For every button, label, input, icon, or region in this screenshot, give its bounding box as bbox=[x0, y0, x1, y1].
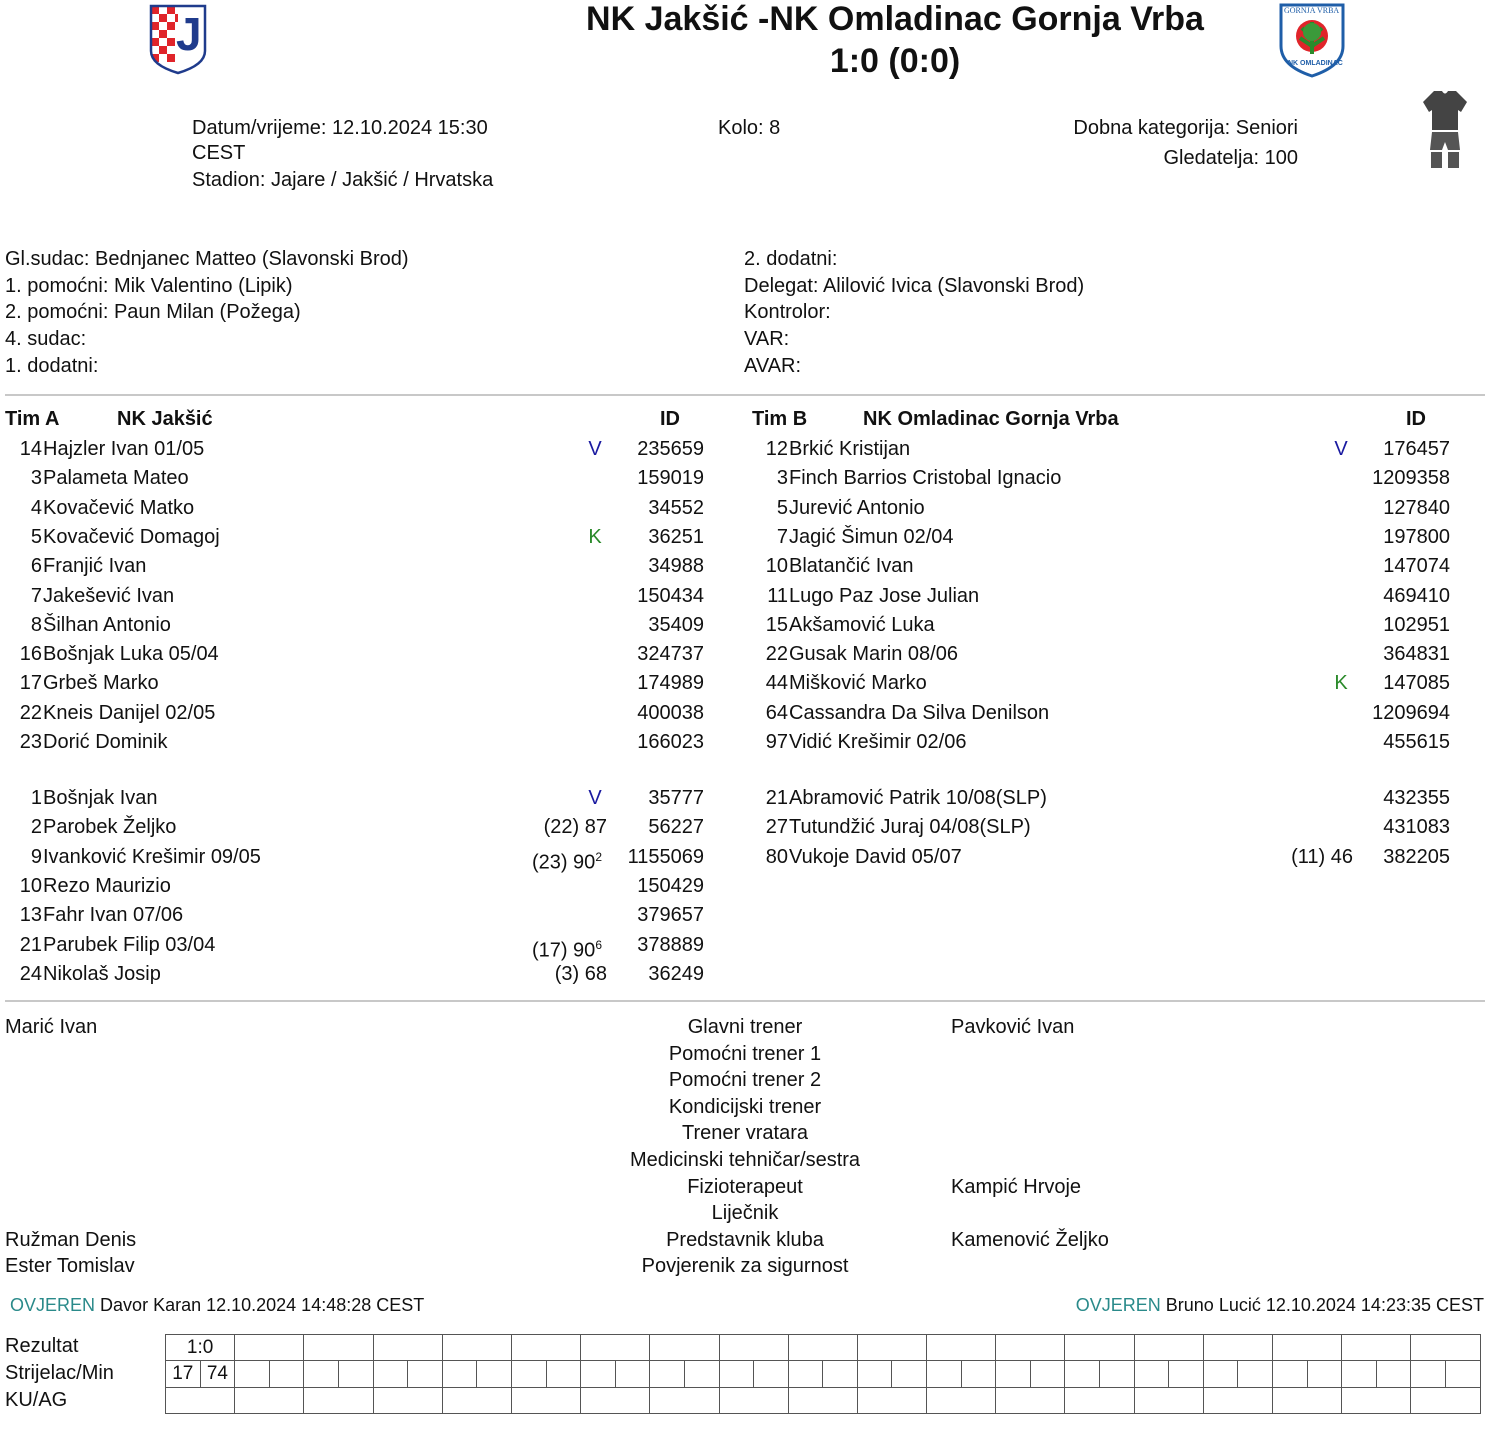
player-row bbox=[748, 843, 1488, 872]
scorer-cell bbox=[477, 1361, 512, 1388]
player-row bbox=[2, 699, 742, 728]
staff-role: Predstavnik kluba bbox=[666, 1228, 824, 1251]
ku-ag-cell bbox=[1134, 1388, 1203, 1414]
scorer-cell bbox=[235, 1361, 270, 1388]
player-row bbox=[2, 552, 742, 581]
result-cell bbox=[1411, 1335, 1480, 1361]
result-cell bbox=[1342, 1335, 1411, 1361]
match-title: NK Jakšić -NK Omladinac Gornja Vrba bbox=[586, 0, 1204, 38]
result-cell bbox=[235, 1335, 304, 1361]
player-row bbox=[2, 931, 742, 960]
scorer-cell bbox=[1273, 1361, 1308, 1388]
result-cell bbox=[927, 1335, 996, 1361]
player-name: Bošnjak Luka 05/04 bbox=[43, 643, 219, 666]
player-id: 174989 bbox=[637, 672, 704, 695]
player-number: 8 bbox=[30, 613, 42, 636]
player-id: 34552 bbox=[648, 496, 704, 519]
scorer-cell bbox=[719, 1361, 754, 1388]
team-b-name: NK Omladinac Gornja Vrba bbox=[863, 408, 1119, 430]
match-round: Kolo: 8 bbox=[718, 117, 781, 139]
player-name: Bošnjak Ivan bbox=[43, 787, 158, 809]
player-row bbox=[748, 523, 1488, 552]
player-name: Kovačević Domagoj bbox=[43, 525, 220, 548]
substitution-extra: 2 bbox=[595, 849, 602, 864]
player-name: Parobek Željko bbox=[43, 816, 177, 839]
player-name: Kneis Danijel 02/05 bbox=[43, 701, 216, 724]
divider bbox=[5, 1000, 1485, 1002]
player-name: Akšamović Luka bbox=[789, 613, 935, 636]
player-name: Jurević Antonio bbox=[789, 496, 925, 519]
result-cell bbox=[1065, 1335, 1134, 1361]
ku-ag-cell bbox=[1273, 1388, 1342, 1414]
player-name: Cassandra Da Silva Denilson bbox=[789, 701, 1050, 724]
scorer-cell bbox=[1307, 1361, 1342, 1388]
scorer-cell bbox=[1030, 1361, 1065, 1388]
scorer-cell bbox=[1065, 1361, 1100, 1388]
result-cell bbox=[1134, 1335, 1203, 1361]
player-number: 16 bbox=[19, 643, 42, 666]
player-name: Tutundžić Juraj 04/08(SLP) bbox=[789, 816, 1031, 839]
official-line: VAR: bbox=[744, 328, 790, 350]
ku-ag-cell bbox=[1342, 1388, 1411, 1414]
player-number: 64 bbox=[765, 701, 788, 724]
kit-icon bbox=[1420, 88, 1470, 170]
staff-team-b: Kamenović Željko bbox=[951, 1228, 1109, 1251]
goalkeeper-mark: V bbox=[588, 438, 602, 460]
scorer-cell bbox=[961, 1361, 996, 1388]
player-row bbox=[2, 611, 742, 640]
scorer-cell bbox=[1445, 1361, 1480, 1388]
player-number: 6 bbox=[30, 555, 42, 578]
player-id: 364831 bbox=[1383, 643, 1450, 666]
player-id: 36251 bbox=[648, 525, 704, 548]
away-logo-text-bottom: NK OMLADINAC bbox=[1288, 60, 1343, 67]
scorer-cell bbox=[269, 1361, 304, 1388]
team-a-label: Tim A bbox=[5, 408, 60, 430]
substitution-text: (17) 90 bbox=[531, 939, 596, 962]
match-datetime: Datum/vrijeme: 12.10.2024 15:30 bbox=[192, 117, 488, 139]
staff-role: Pomoćni trener 1 bbox=[668, 1042, 822, 1065]
player-id: 469410 bbox=[1383, 584, 1450, 607]
player-number: 22 bbox=[19, 701, 42, 724]
player-number: 44 bbox=[765, 672, 788, 695]
official-line: 1. pomoćni: Mik Valentino (Lipik) bbox=[5, 275, 293, 297]
player-number: 2 bbox=[30, 816, 42, 839]
player-row bbox=[748, 784, 1488, 813]
match-score: 1:0 (0:0) bbox=[829, 42, 961, 80]
substitution-text: (22) 87 bbox=[543, 816, 607, 839]
result-cell bbox=[996, 1335, 1065, 1361]
player-row bbox=[2, 784, 742, 813]
official-line: 2. dodatni: bbox=[744, 248, 838, 270]
player-name: Nikolaš Josip bbox=[43, 962, 161, 985]
player-row bbox=[748, 728, 1488, 757]
player-number: 9 bbox=[30, 845, 42, 868]
scorer-cell bbox=[650, 1361, 685, 1388]
player-name: Jakešević Ivan bbox=[43, 584, 175, 607]
player-id: 431083 bbox=[1383, 816, 1450, 839]
player-name: Mišković Marko bbox=[789, 672, 927, 695]
scorer-cell bbox=[1134, 1361, 1169, 1388]
player-name: Finch Barrios Cristobal Ignacio bbox=[789, 467, 1062, 490]
player-id: 455615 bbox=[1383, 731, 1450, 753]
official-line: 2. pomoćni: Paun Milan (Požega) bbox=[5, 301, 301, 323]
scorer-cell bbox=[1203, 1361, 1238, 1388]
player-row bbox=[748, 611, 1488, 640]
player-number: 97 bbox=[765, 731, 788, 753]
result-cell bbox=[1273, 1335, 1342, 1361]
result-cell bbox=[788, 1335, 857, 1361]
player-name: Gusak Marin 08/06 bbox=[789, 643, 958, 666]
player-name: Vukoje David 05/07 bbox=[789, 845, 962, 868]
substitution-info bbox=[472, 813, 607, 842]
player-name: Palameta Mateo bbox=[43, 467, 189, 490]
player-row bbox=[2, 843, 742, 872]
substitution-text: (3) 68 bbox=[554, 962, 607, 985]
scorer-cell bbox=[304, 1361, 339, 1388]
divider bbox=[5, 394, 1485, 396]
player-row bbox=[2, 523, 742, 552]
player-number: 27 bbox=[765, 816, 788, 839]
player-number: 22 bbox=[765, 643, 788, 666]
match-stadium: Stadion: Jajare / Jakšić / Hrvatska bbox=[192, 169, 494, 191]
result-cell bbox=[650, 1335, 719, 1361]
result-cell: 1:0 bbox=[166, 1335, 235, 1361]
goalkeeper-mark: V bbox=[1334, 438, 1348, 460]
ku-ag-cell bbox=[442, 1388, 511, 1414]
player-name: Parubek Filip 03/04 bbox=[43, 933, 216, 956]
ku-ag-cell bbox=[719, 1388, 788, 1414]
scorer-cell bbox=[788, 1361, 823, 1388]
player-row bbox=[2, 669, 742, 698]
captain-mark: K bbox=[588, 525, 602, 548]
ku-ag-label: KU/AG bbox=[5, 1389, 68, 1411]
player-id: 102951 bbox=[1383, 613, 1450, 636]
away-team-logo bbox=[1278, 2, 1346, 78]
player-row bbox=[2, 728, 742, 757]
player-row bbox=[2, 582, 742, 611]
player-id: 1209358 bbox=[1372, 467, 1450, 490]
player-id: 432355 bbox=[1383, 787, 1450, 809]
ku-ag-cell bbox=[927, 1388, 996, 1414]
player-id: 197800 bbox=[1383, 525, 1450, 548]
player-id: 150434 bbox=[637, 584, 704, 607]
official-line: 4. sudac: bbox=[5, 328, 87, 350]
substitution-text: (23) 90 bbox=[531, 851, 596, 874]
player-id: 1155069 bbox=[627, 845, 704, 868]
player-name: Blatančić Ivan bbox=[789, 555, 914, 578]
player-id: 382205 bbox=[1383, 845, 1450, 868]
goalkeeper-mark: V bbox=[588, 787, 602, 809]
away-logo-text-top: GORNJA VRBA bbox=[1284, 6, 1340, 15]
scorer-cell bbox=[338, 1361, 373, 1388]
scorer-cell bbox=[927, 1361, 962, 1388]
ku-ag-cell bbox=[1411, 1388, 1480, 1414]
ku-ag-cell bbox=[1065, 1388, 1134, 1414]
ku-ag-cell bbox=[373, 1388, 442, 1414]
result-cell bbox=[511, 1335, 580, 1361]
scorer-cell: 74 bbox=[200, 1361, 235, 1388]
player-number: 10 bbox=[19, 874, 42, 897]
team-a-name: NK Jakšić bbox=[117, 408, 213, 430]
player-name: Šilhan Antonio bbox=[43, 613, 171, 636]
ku-ag-cell bbox=[650, 1388, 719, 1414]
player-row bbox=[2, 464, 742, 493]
player-id: 147085 bbox=[1383, 672, 1450, 695]
result-cell bbox=[442, 1335, 511, 1361]
captain-mark: K bbox=[1334, 672, 1348, 695]
verified-text: Bruno Lucić 12.10.2024 14:23:35 CEST bbox=[1165, 1295, 1484, 1315]
player-id: 378889 bbox=[637, 933, 704, 956]
player-id: 150429 bbox=[637, 874, 704, 897]
player-number: 13 bbox=[19, 904, 42, 927]
player-name: Rezo Maurizio bbox=[43, 874, 171, 897]
staff-role: Trener vratara bbox=[682, 1122, 808, 1145]
ku-ag-cell bbox=[511, 1388, 580, 1414]
player-name: Dorić Dominik bbox=[43, 731, 168, 753]
player-row bbox=[2, 813, 742, 842]
team-b-label: Tim B bbox=[752, 408, 808, 430]
player-number: 14 bbox=[19, 438, 42, 460]
player-row bbox=[2, 435, 742, 464]
player-id: 400038 bbox=[637, 701, 704, 724]
staff-role: Povjerenik za sigurnost bbox=[641, 1255, 849, 1278]
result-cell bbox=[857, 1335, 926, 1361]
player-name: Franjić Ivan bbox=[43, 555, 147, 578]
official-line: 1. dodatni: bbox=[5, 355, 99, 377]
scorer-cell bbox=[684, 1361, 719, 1388]
staff-team-a: Ester Tomislav bbox=[5, 1255, 135, 1278]
player-id: 176457 bbox=[1383, 438, 1450, 460]
player-number: 4 bbox=[30, 496, 42, 519]
scorer-cell bbox=[823, 1361, 858, 1388]
verified-tag: OVJEREN bbox=[10, 1295, 96, 1315]
player-name: Hajzler Ivan 01/05 bbox=[43, 438, 205, 460]
ku-ag-cell bbox=[581, 1388, 650, 1414]
verification-left bbox=[10, 1295, 424, 1316]
player-number: 23 bbox=[19, 731, 42, 753]
scorer-cell bbox=[892, 1361, 927, 1388]
player-number: 7 bbox=[776, 525, 788, 548]
scorer-cell bbox=[1100, 1361, 1135, 1388]
official-line: AVAR: bbox=[744, 355, 802, 377]
scorer-cell bbox=[408, 1361, 443, 1388]
player-number: 15 bbox=[765, 613, 788, 636]
scorer-cell bbox=[615, 1361, 650, 1388]
player-row bbox=[2, 960, 742, 989]
player-id: 35409 bbox=[648, 613, 704, 636]
player-number: 1 bbox=[30, 787, 42, 809]
player-row bbox=[748, 464, 1488, 493]
player-number: 11 bbox=[767, 584, 788, 607]
result-cell bbox=[719, 1335, 788, 1361]
official-line: Delegat: Alilović Ivica (Slavonski Brod) bbox=[744, 275, 1085, 297]
player-row bbox=[748, 640, 1488, 669]
player-number: 21 bbox=[19, 933, 42, 956]
staff-team-b: Kampić Hrvoje bbox=[951, 1175, 1082, 1198]
player-name: Jagić Šimun 02/04 bbox=[789, 525, 954, 548]
scorer-cell bbox=[373, 1361, 408, 1388]
substitution-text: (11) 46 bbox=[1291, 845, 1353, 868]
staff-role: Kondicijski trener bbox=[668, 1095, 822, 1118]
spectators: Gledatelja: 100 bbox=[1163, 147, 1298, 169]
staff-role: Glavni trener bbox=[687, 1016, 803, 1038]
staff-role: Medicinski tehničar/sestra bbox=[629, 1149, 861, 1171]
ku-ag-cell bbox=[166, 1388, 235, 1414]
player-number: 21 bbox=[765, 787, 788, 809]
player-id: 147074 bbox=[1383, 555, 1450, 578]
verified-text: Davor Karan 12.10.2024 14:48:28 CEST bbox=[100, 1295, 425, 1315]
scorer-cell bbox=[581, 1361, 616, 1388]
ku-ag-cell bbox=[996, 1388, 1065, 1414]
scorer-cell bbox=[754, 1361, 789, 1388]
player-id: 127840 bbox=[1383, 496, 1450, 519]
player-id: 324737 bbox=[637, 643, 704, 666]
staff-team-b: Pavković Ivan bbox=[951, 1016, 1075, 1038]
ku-ag-cell bbox=[235, 1388, 304, 1414]
substitution-info bbox=[1218, 843, 1353, 872]
player-number: 5 bbox=[30, 525, 42, 548]
scorer-cell bbox=[1376, 1361, 1411, 1388]
player-id: 159019 bbox=[637, 467, 704, 490]
player-id: 1209694 bbox=[1372, 701, 1450, 724]
official-line: Gl.sudac: Bednjanec Matteo (Slavonski Brod) bbox=[5, 248, 409, 270]
player-name: Fahr Ivan 07/06 bbox=[43, 904, 184, 927]
player-row bbox=[2, 901, 742, 930]
scorer-cell bbox=[546, 1361, 581, 1388]
verified-tag: OVJEREN bbox=[1075, 1295, 1161, 1315]
player-name: Kovačević Matko bbox=[43, 496, 195, 519]
player-id: 34988 bbox=[648, 555, 704, 578]
player-number: 3 bbox=[30, 467, 42, 490]
scorer-cell bbox=[1238, 1361, 1273, 1388]
player-id: 56227 bbox=[648, 816, 704, 839]
player-row bbox=[748, 699, 1488, 728]
player-row bbox=[2, 640, 742, 669]
result-label: Rezultat bbox=[5, 1335, 79, 1357]
official-line: Kontrolor: bbox=[744, 301, 831, 323]
player-number: 80 bbox=[765, 845, 788, 868]
staff-role: Fizioterapeut bbox=[687, 1175, 803, 1198]
ku-ag-cell bbox=[1203, 1388, 1272, 1414]
scorer-cell bbox=[857, 1361, 892, 1388]
result-grid bbox=[165, 1334, 1481, 1414]
player-number: 7 bbox=[30, 584, 42, 607]
ku-ag-cell bbox=[857, 1388, 926, 1414]
result-cell bbox=[373, 1335, 442, 1361]
player-number: 17 bbox=[19, 672, 42, 695]
player-name: Brkić Kristijan bbox=[789, 438, 911, 460]
staff-team-a: Ružman Denis bbox=[5, 1228, 137, 1251]
player-id: 35777 bbox=[648, 787, 704, 809]
staff-role: Liječnik bbox=[711, 1202, 779, 1225]
team-b-id-header: ID bbox=[1406, 408, 1426, 430]
home-logo-letter: J bbox=[176, 8, 202, 60]
player-row bbox=[748, 494, 1488, 523]
player-number: 5 bbox=[776, 496, 788, 519]
player-id: 235659 bbox=[637, 438, 704, 460]
player-number: 24 bbox=[19, 962, 42, 985]
player-number: 10 bbox=[765, 555, 788, 578]
player-name: Grbeš Marko bbox=[43, 672, 159, 695]
scorer-cell bbox=[1169, 1361, 1204, 1388]
result-cell bbox=[1203, 1335, 1272, 1361]
player-number: 3 bbox=[776, 467, 788, 490]
age-category: Dobna kategorija: Seniori bbox=[1073, 117, 1298, 139]
player-name: Vidić Krešimir 02/06 bbox=[789, 731, 967, 753]
player-row bbox=[748, 582, 1488, 611]
ku-ag-cell bbox=[788, 1388, 857, 1414]
scorer-cell bbox=[511, 1361, 546, 1388]
scorer-cell bbox=[442, 1361, 477, 1388]
scorer-cell bbox=[1411, 1361, 1446, 1388]
player-name: Ivanković Krešimir 09/05 bbox=[43, 845, 261, 868]
staff-role: Pomoćni trener 2 bbox=[668, 1069, 822, 1092]
result-cell bbox=[304, 1335, 373, 1361]
scorer-cell bbox=[996, 1361, 1031, 1388]
home-team-logo bbox=[148, 3, 208, 75]
player-row bbox=[748, 435, 1488, 464]
scorer-cell: 17 bbox=[166, 1361, 201, 1388]
player-row bbox=[748, 669, 1488, 698]
player-id: 379657 bbox=[637, 904, 704, 927]
player-number: 12 bbox=[765, 438, 788, 460]
player-id: 166023 bbox=[637, 731, 704, 753]
scorer-cell bbox=[1342, 1361, 1377, 1388]
player-row bbox=[2, 494, 742, 523]
staff-team-a: Marić Ivan bbox=[5, 1016, 98, 1038]
player-name: Abramović Patrik 10/08(SLP) bbox=[789, 787, 1047, 809]
player-name: Lugo Paz Jose Julian bbox=[789, 584, 980, 607]
result-cell bbox=[581, 1335, 650, 1361]
player-row bbox=[748, 552, 1488, 581]
player-id: 36249 bbox=[648, 962, 704, 985]
player-row bbox=[748, 813, 1488, 842]
player-row bbox=[2, 872, 742, 901]
verification-right bbox=[1076, 1295, 1484, 1316]
match-timezone: CEST bbox=[192, 142, 246, 164]
ku-ag-cell bbox=[304, 1388, 373, 1414]
team-a-id-header: ID bbox=[660, 408, 680, 430]
substitution-extra: 6 bbox=[595, 937, 602, 952]
scorer-label: Strijelac/Min bbox=[5, 1362, 114, 1384]
substitution-info bbox=[472, 960, 607, 989]
